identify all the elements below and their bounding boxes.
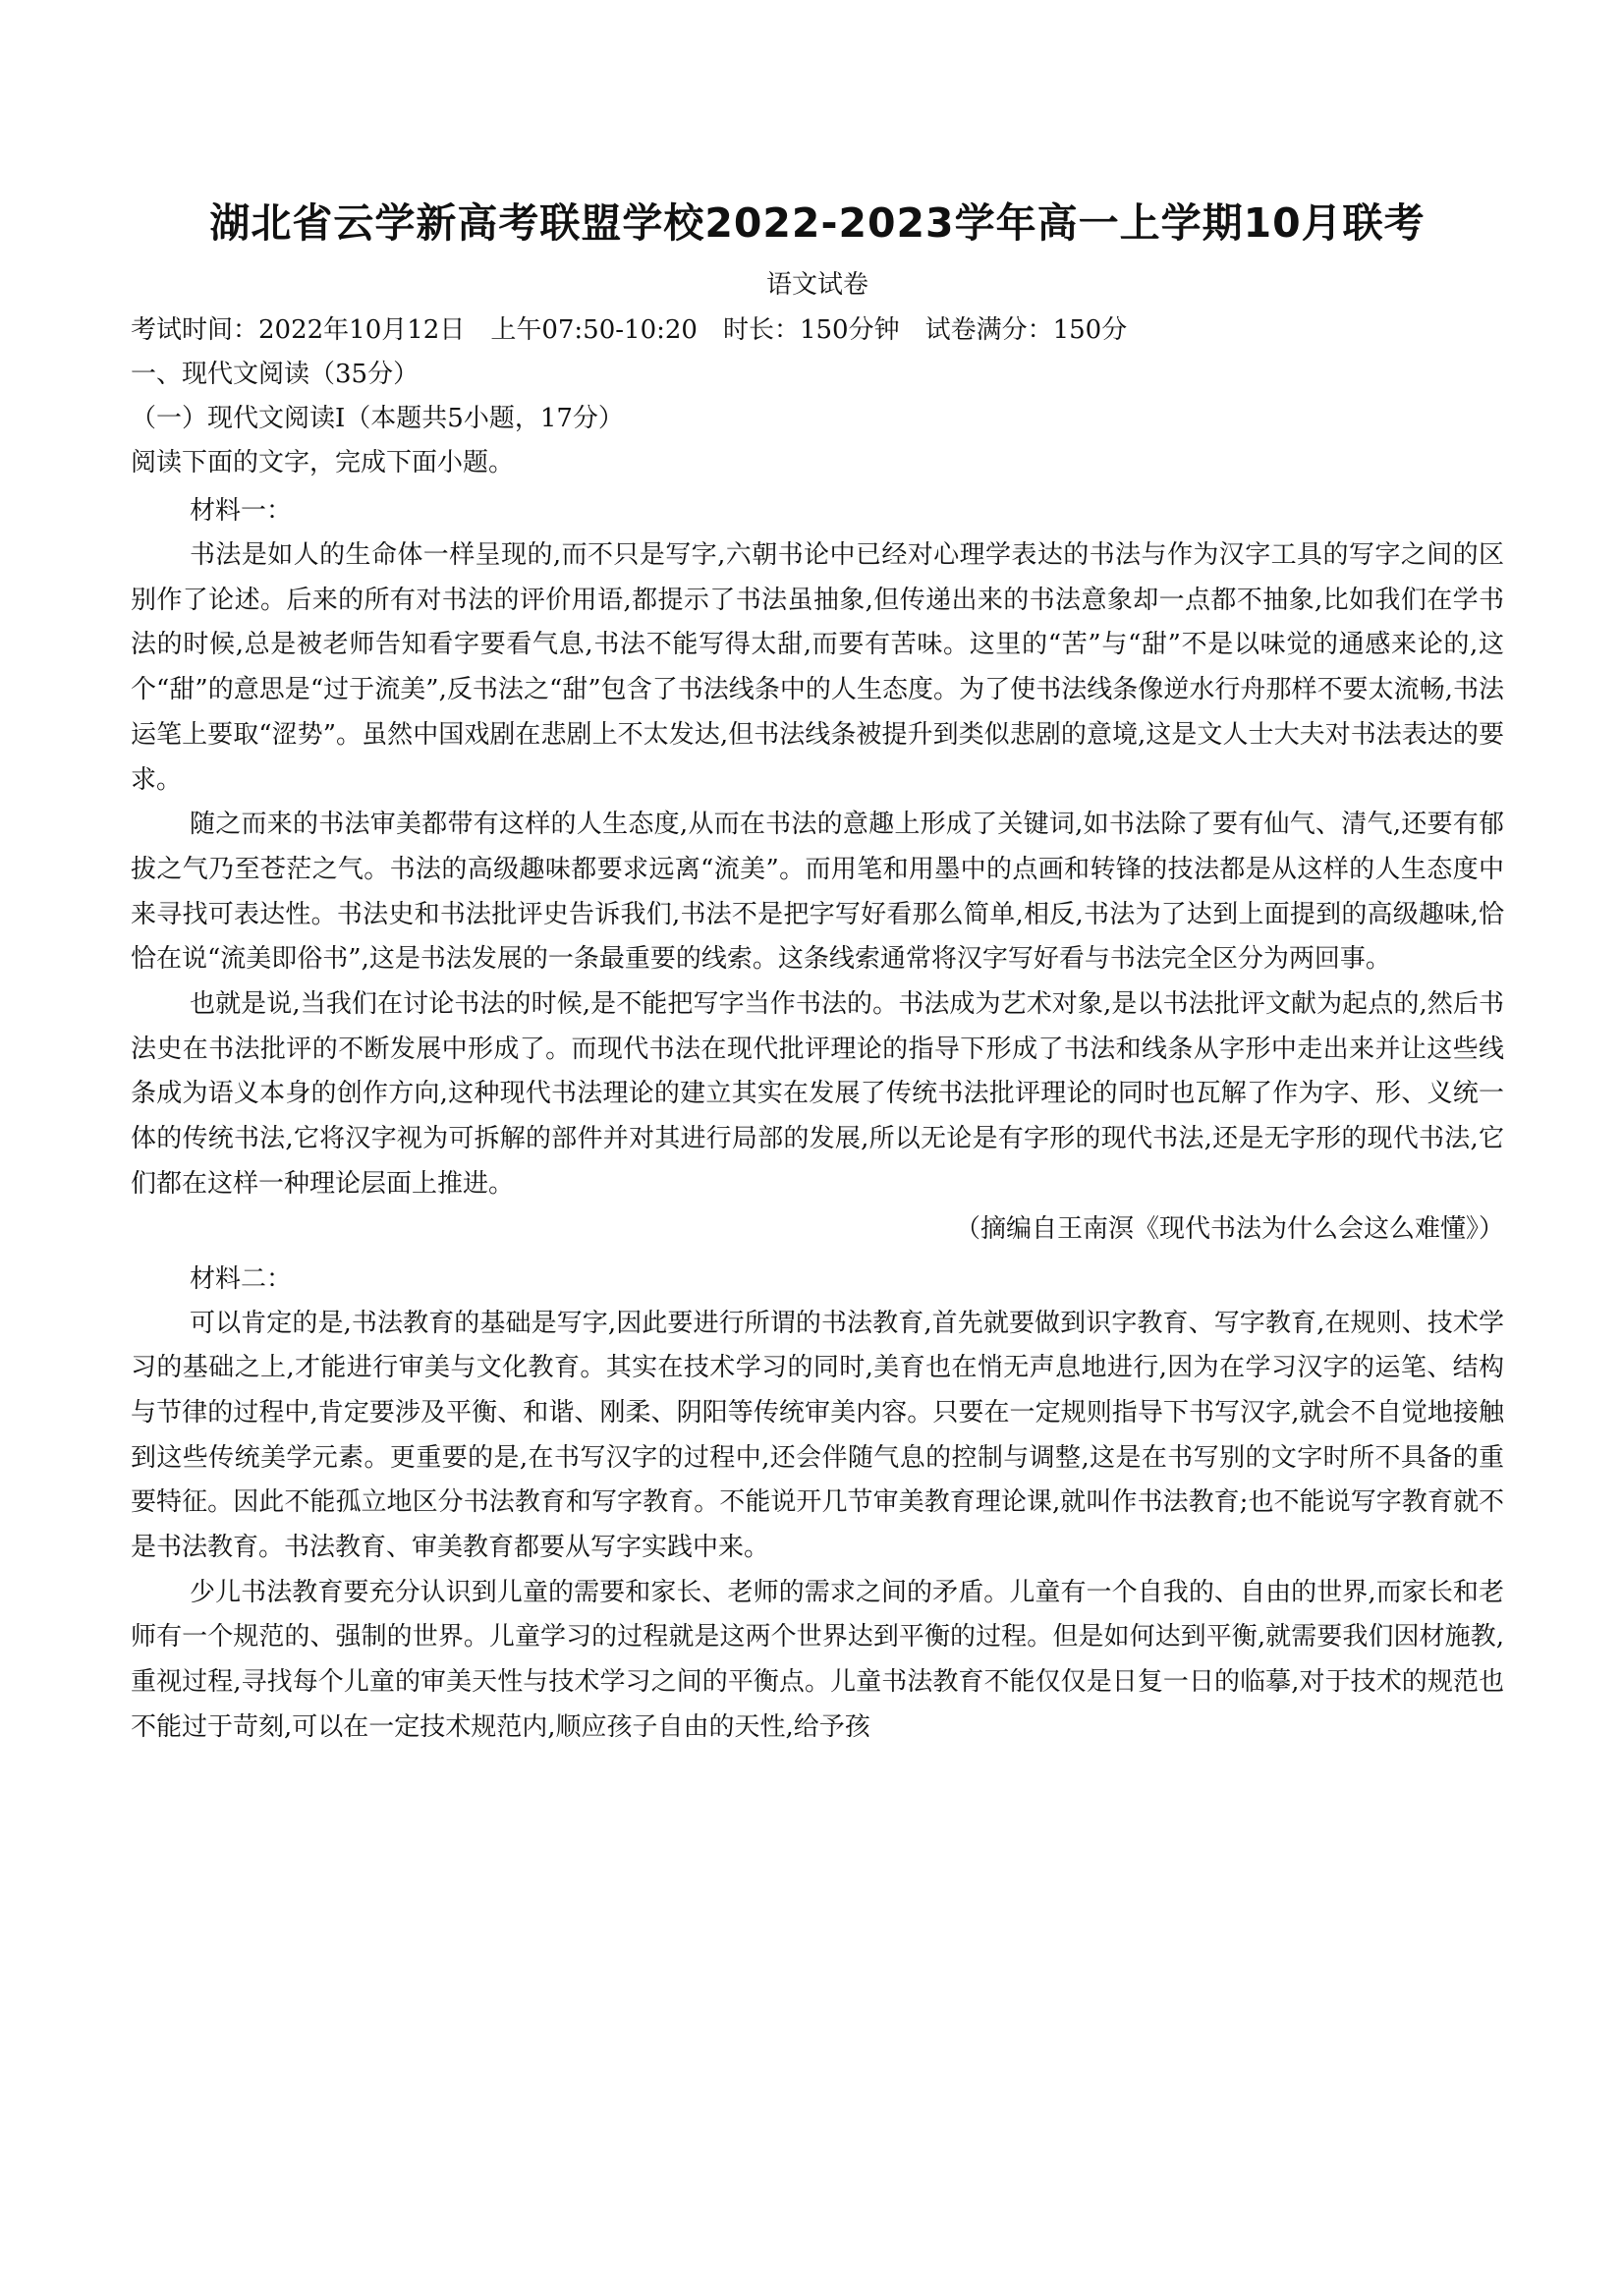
material-two-paragraph: 可以肯定的是,书法教育的基础是写字,因此要进行所谓的书法教育,首先就要做到识字教育、写字教育,在规则、技术学习的基础之上,才能进行审美与文化教育。其实在技术学习的同时,美育也在悄无声息地进行,因为在学习汉字的运笔、结构与节律的过程中,肯定要涉及平衡、和谐、刚柔、阴阳等传统审美内容。只要在一定规则指导下书写汉字,就会不自觉地接触到这些传统美学元素。更重要的是,在书写汉字的过程中,还会伴随气息的控制与调整,这是在书写别的文字时所不具备的重要特征。因此不能孤立地区分书法教育和写字教育。不能说开几节审美教育理论课,就叫作书法教育;也不能说写字教育就不是书法教育。书法教育、审美教育都要从写字实践中来。 xyxy=(131,1308,1504,1563)
reading-instruction: 阅读下面的文字，完成下面小题。 xyxy=(131,448,515,477)
exam-subject: 语文试卷 xyxy=(765,270,868,300)
exam-page xyxy=(131,193,1504,1751)
section-heading: 一、现代文阅读（35分） xyxy=(131,360,420,389)
exam-info: 考试时间：2022年10月12日 上午07:50-10:20 时长：150分钟 试卷满分：150分 xyxy=(131,315,1128,345)
material-two-label: 材料二： xyxy=(190,1263,293,1294)
material-one-paragraph: 随之而来的书法审美都带有这样的人生态度,从而在书法的意趣上形成了关键词,如书法除了要有仙气、清气,还要有郁拔之气乃至苍茫之气。书法的高级趣味都要求远离“流美”。而用笔和用墨中的点画和转锋的技法都是从这样的人生态度中来寻找可表达性。书法史和书法批评史告诉我们,书法不是把字写好看那么简单,相反,书法为了达到上面提到的高级趣味,恰恰在说“流美即俗书”,这是书法发展的一条最重要的线索。这条线索通常将汉字写好看与书法完全区分为两回事。 xyxy=(131,810,1504,975)
material-one-paragraph: 也就是说,当我们在讨论书法的时候,是不能把写字当作书法的。书法成为艺术对象,是以书法批评文献为起点的,然后书法史在书法批评的不断发展中形成了。而现代书法在现代批评理论的指导下形成了书法和线条从字形中走出来并让这些线条成为语义本身的创作方向,这种现代书法理论的建立其实在发展了传统书法批评理论的同时也瓦解了作为字、形、义统一体的传统书法,它将汉字视为可拆解的部件并对其进行局部的发展,所以无论是有字形的现代书法,还是无字形的现代书法,它们都在这样一种理论层面上推进。 xyxy=(131,989,1504,1199)
material-one-source: （摘编自王南溟《现代书法为什么会这么难懂》） xyxy=(954,1213,1504,1244)
material-one-paragraph: 书法是如人的生命体一样呈现的,而不只是写字,六朝书论中已经对心理学表达的书法与作为汉字工具的写字之间的区别作了论述。后来的所有对书法的评价用语,都提示了书法虽抽象,但传递出来的书法意象却一点都不抽象,比如我们在学书法的时候,总是被老师告知看字要看气息,书法不能写得太甜,而要有苦味。这里的“苦”与“甜”不是以味觉的通感来论的,这个“甜”的意思是“过于流美”,反书法之“甜”包含了书法线条中的人生态度。为了使书法线条像逆水行舟那样不要太流畅,书法运笔上要取“涩势”。虽然中国戏剧在悲剧上不太发达,但书法线条被提升到类似悲剧的意境,这是文人士大夫对书法表达的要求。 xyxy=(131,540,1504,795)
section-subheading: （一）现代文阅读Ⅰ（本题共5小题，17分） xyxy=(131,404,624,433)
exam-title: 湖北省云学新高考联盟学校2022-2023学年高一上学期10月联考 xyxy=(209,199,1426,247)
material-one-label: 材料一： xyxy=(190,496,293,526)
material-two-paragraph: 少儿书法教育要充分认识到儿童的需要和家长、老师的需求之间的矛盾。儿童有一个自我的、自由的世界,而家长和老师有一个规范的、强制的世界。儿童学习的过程就是这两个世界达到平衡的过程。但是如何达到平衡,就需要我们因材施教,重视过程,寻找每个儿童的审美天性与技术学习之间的平衡点。儿童书法教育不能仅仅是日复一日的临摹,对于技术的规范也不能过于苛刻,可以在一定技术规范内,顺应孩子自由的天性,给予孩 xyxy=(131,1577,1504,1742)
